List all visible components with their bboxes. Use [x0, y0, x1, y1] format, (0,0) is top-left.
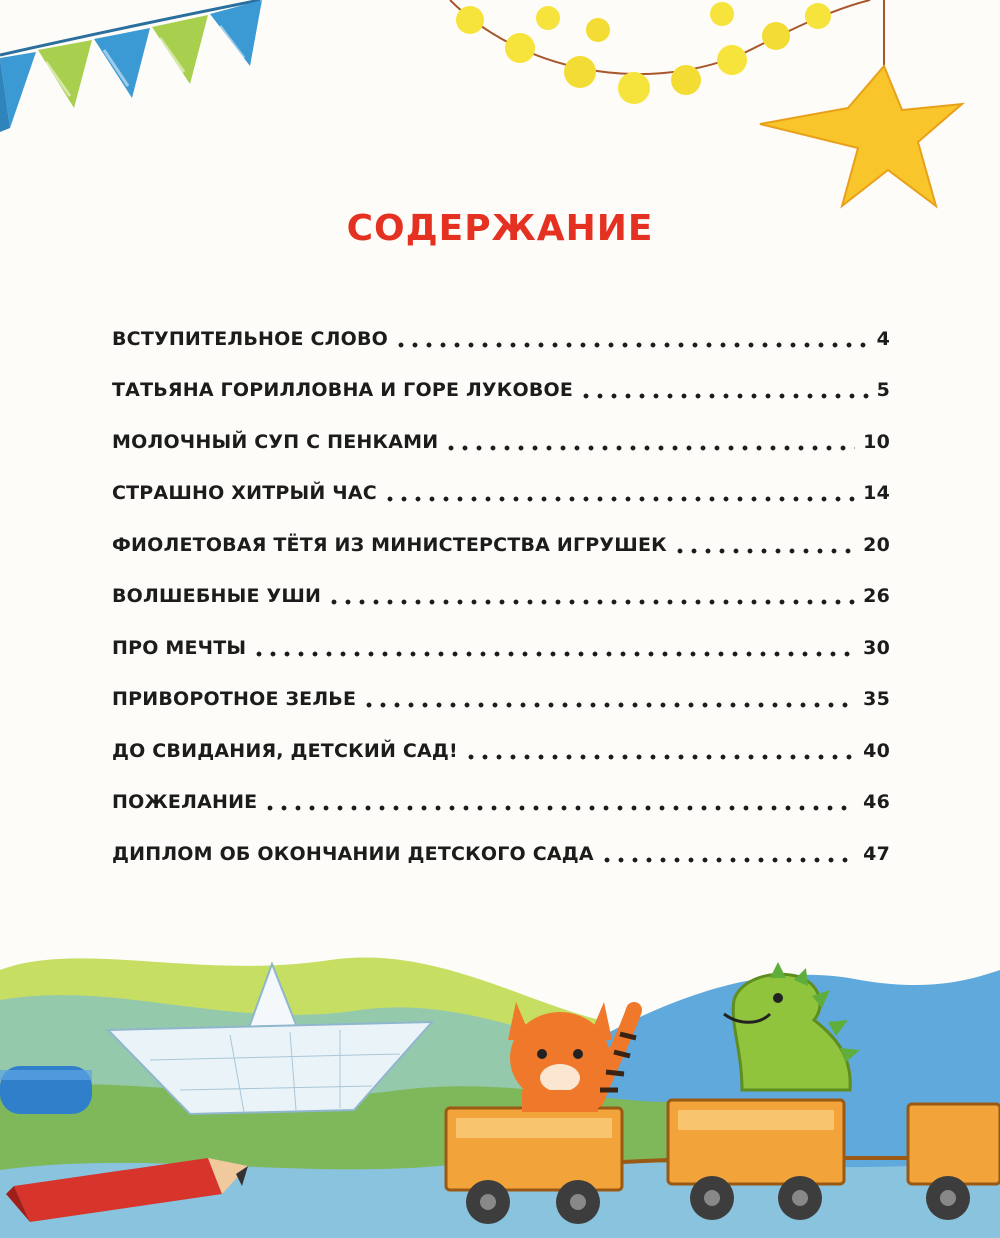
dot-leader — [383, 496, 855, 502]
toc-entry[interactable] — [112, 312, 890, 364]
toc-entry[interactable] — [112, 621, 890, 673]
dot-leader — [673, 548, 855, 554]
toc-entry-page: 4 — [876, 327, 890, 350]
toc-entry-page: 46 — [863, 791, 890, 813]
toc-entry-page: 40 — [863, 739, 890, 762]
dot-leader — [464, 754, 855, 760]
top-decoration — [0, 0, 1000, 300]
dot-leader — [600, 857, 855, 863]
toc-entry-title: ДО СВИДАНИЯ, ДЕТСКИЙ САД! — [112, 739, 458, 762]
toc-entry-title: ТАТЬЯНА ГОРИЛЛОВНА И ГОРЕ ЛУКОВОЕ — [112, 379, 574, 401]
toc-entry-page: 5 — [876, 379, 890, 401]
toc-entry-page: 10 — [863, 430, 890, 453]
toc-entry-page: 14 — [863, 482, 890, 504]
toc-entry-title: ФИОЛЕТОВАЯ ТЁТЯ ИЗ МИНИСТЕРСТВА ИГРУШЕК — [112, 533, 667, 556]
dot-leader — [252, 651, 855, 657]
toc-entry[interactable] — [112, 673, 890, 725]
toc-entry[interactable] — [112, 364, 890, 416]
toc-entry-title: ДИПЛОМ ОБ ОКОНЧАНИИ ДЕТСКОГО САДА — [112, 842, 594, 865]
toc-entry-title: ПОЖЕЛАНИЕ — [112, 791, 258, 813]
toc-entry[interactable] — [112, 776, 890, 828]
toc-entry-page: 47 — [863, 842, 890, 865]
dot-leader — [579, 393, 868, 399]
toc-entry-page: 26 — [863, 585, 890, 607]
dot-leader — [263, 805, 855, 811]
page-title: СОДЕРЖАНИЕ — [346, 208, 654, 249]
toc-entry-title: МОЛОЧНЫЙ СУП С ПЕНКАМИ — [112, 430, 439, 453]
toc-entry-title: ПРО МЕЧТЫ — [112, 636, 247, 659]
toc-entry-title: ПРИВОРОТНОЕ ЗЕЛЬЕ — [112, 688, 357, 710]
dot-leader — [444, 445, 855, 451]
toc-entry[interactable] — [112, 518, 890, 570]
dot-leader — [327, 599, 855, 605]
dot-leader — [362, 702, 855, 708]
string-lights-icon — [450, 0, 870, 104]
toc-entry-page: 30 — [863, 636, 890, 659]
bottom-illustration — [0, 940, 1000, 1238]
toc-entry[interactable] — [112, 415, 890, 467]
table-of-contents — [112, 312, 890, 879]
toc-entry-page: 20 — [863, 533, 890, 556]
toc-entry-title: ВОЛШЕБНЫЕ УШИ — [112, 585, 322, 607]
toc-entry[interactable] — [112, 467, 890, 519]
toc-entry-title: ВСТУПИТЕЛЬНОЕ СЛОВО — [112, 327, 388, 350]
dot-leader — [394, 342, 869, 348]
toc-entry[interactable] — [112, 570, 890, 622]
toc-entry-page: 35 — [863, 688, 890, 710]
bunting-flags-icon — [0, 0, 262, 132]
toc-entry-title: СТРАШНО ХИТРЫЙ ЧАС — [112, 482, 377, 504]
blue-crayon-icon — [0, 1066, 92, 1114]
toc-entry[interactable] — [112, 724, 890, 776]
toc-entry[interactable] — [112, 827, 890, 879]
